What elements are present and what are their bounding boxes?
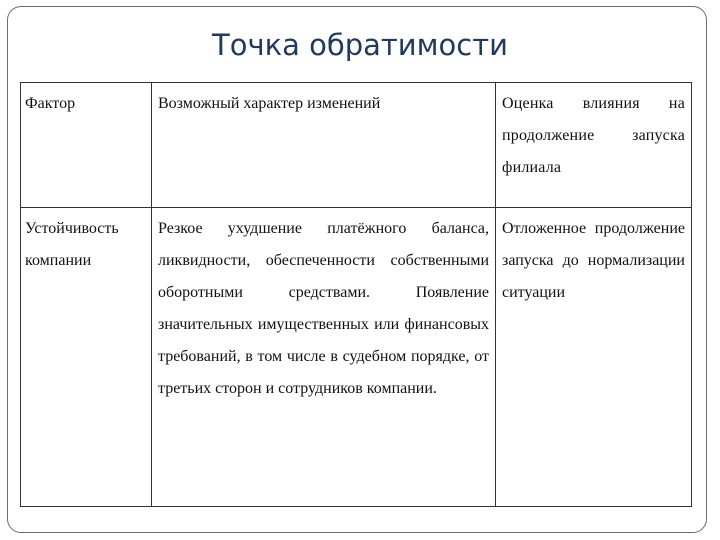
row-assessment-cell: Отложенное продолжение запуска до нормализации ситуации <box>496 208 692 507</box>
slide-title: Точка обратимости <box>212 28 508 62</box>
header-factor: Фактор <box>21 83 152 208</box>
table-row <box>21 208 692 507</box>
table-header-row <box>21 83 692 208</box>
header-change: Возможный характер изменений <box>152 83 496 208</box>
row-factor-cell: Устойчивость компании <box>21 208 152 507</box>
header-assessment: Оценка влияния на продолжение запуска филиала <box>496 83 692 208</box>
row-change-cell: Резкое ухудшение платёжного баланса, ликвидности, обеспеченности собственными оборотными средствами. Появление значительных имущественных или финансовых требований, в том числе в судебном порядке, от третьих сторон и сотрудников компании. <box>152 208 496 507</box>
impact-table <box>20 82 692 507</box>
